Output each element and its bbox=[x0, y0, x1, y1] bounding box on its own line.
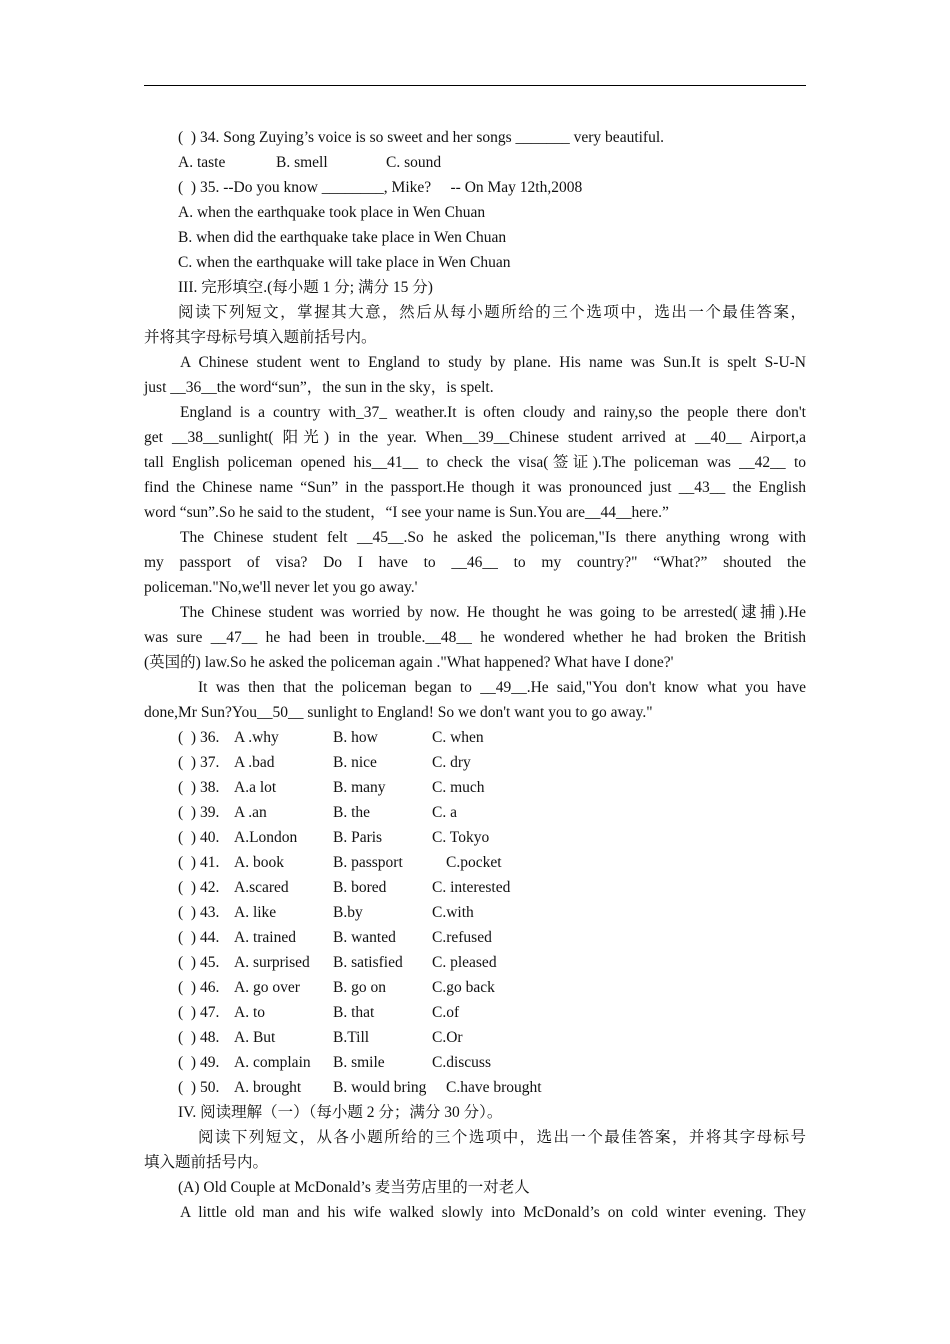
option-b: B. wanted bbox=[333, 929, 396, 946]
question-number: ( ) 46. bbox=[178, 979, 220, 996]
option-b: B. satisfied bbox=[333, 954, 403, 971]
passage-line: A Chinese student went to England to study by plane. His name was Sun.It is spelt S-U-N bbox=[180, 354, 806, 371]
question-number: ( ) 44. bbox=[178, 929, 220, 946]
question-number: ( ) 39. bbox=[178, 804, 220, 821]
cloze-question-row bbox=[144, 850, 806, 875]
option-b: B. smile bbox=[333, 1054, 385, 1071]
question-number: ( ) 47. bbox=[178, 1004, 220, 1021]
section-3-heading: III. 完形填空.(每小题 1 分; 满分 15 分) bbox=[178, 279, 433, 296]
cloze-question-row bbox=[144, 1000, 806, 1025]
passage-line: done,Mr Sun?You__50__ sunlight to England! So we don't want you to go away." bbox=[144, 704, 653, 721]
section-4-heading: IV. 阅读理解（一）（每小题 2 分；满分 30 分）。 bbox=[178, 1104, 503, 1121]
passage-line: just __36__the word“sun”，the sun in the sky，is spelt. bbox=[144, 379, 494, 396]
passage-line: tall English policeman opened his__41__ to check the visa(签证).The policeman was __42__ to bbox=[144, 454, 806, 471]
option-a: A .why bbox=[234, 729, 279, 746]
cloze-question-list bbox=[144, 725, 806, 1100]
question-number: ( ) 36. bbox=[178, 729, 220, 746]
option-b: B. bored bbox=[333, 879, 387, 896]
cloze-question-row bbox=[144, 775, 806, 800]
option-b: B. smell bbox=[276, 154, 328, 171]
cloze-question-row bbox=[144, 725, 806, 750]
passage-line: word “sun”.So he said to the student，“I see your name is Sun.You are__44__here.” bbox=[144, 504, 669, 521]
passage-line: my passport of visa? Do I have to __46__ to my country?" “What?” shouted the bbox=[144, 554, 806, 571]
question-number: ( ) 37. bbox=[178, 754, 220, 771]
option-a: A. surprised bbox=[234, 954, 310, 971]
option-c: C. interested bbox=[432, 879, 511, 896]
question-35-option-a: A. when the earthquake took place in Wen Chuan bbox=[178, 204, 486, 221]
option-a: A. complain bbox=[234, 1054, 311, 1071]
option-c: C.have brought bbox=[446, 1079, 542, 1096]
cloze-question-row bbox=[144, 800, 806, 825]
passage-line: England is a country with_37_ weather.It is often cloudy and rainy,so the people there don't bbox=[180, 404, 806, 421]
cloze-question-row bbox=[144, 1075, 806, 1100]
option-a: A.scared bbox=[234, 879, 289, 896]
passage-a-title: (A) Old Couple at McDonald’s 麦当劳店里的一对老人 bbox=[178, 1179, 530, 1196]
section-4-instruction: 阅读下列短文，从各小题所给的三个选项中，选出一个最佳答案，并将其字母标号 bbox=[198, 1129, 806, 1146]
cloze-question-row bbox=[144, 750, 806, 775]
option-c: C. when bbox=[432, 729, 484, 746]
option-c: C. much bbox=[432, 779, 485, 796]
option-a: A. book bbox=[234, 854, 284, 871]
passage-line: It was then that the policeman began to __49__.He said,"You don't know what you have bbox=[198, 679, 806, 696]
option-c: C. pleased bbox=[432, 954, 497, 971]
passage-line: was sure __47__ he had been in trouble.__48__ he wondered whether he had broken the British bbox=[144, 629, 806, 646]
cloze-question-row bbox=[144, 825, 806, 850]
question-number: ( ) 38. bbox=[178, 779, 220, 796]
section-4-instruction-cont: 填入题前括号内。 bbox=[144, 1154, 269, 1171]
option-c: C. Tokyo bbox=[432, 829, 490, 846]
option-b: B.Till bbox=[333, 1029, 370, 1046]
section-3-instruction-cont: 并将其字母标号填入题前括号内。 bbox=[144, 329, 377, 346]
option-b: B. nice bbox=[333, 754, 377, 771]
question-35-option-c: C. when the earthquake will take place in Wen Chuan bbox=[178, 254, 511, 271]
question-34-options bbox=[144, 150, 806, 175]
option-a: A. taste bbox=[178, 154, 226, 171]
option-b: B. Paris bbox=[333, 829, 383, 846]
option-a: A.London bbox=[234, 829, 298, 846]
cloze-question-row bbox=[144, 875, 806, 900]
option-c: C.refused bbox=[432, 929, 492, 946]
option-c: C. a bbox=[432, 804, 457, 821]
option-a: A. like bbox=[234, 904, 277, 921]
option-a: A .bad bbox=[234, 754, 275, 771]
question-number: ( ) 45. bbox=[178, 954, 220, 971]
option-a: A. brought bbox=[234, 1079, 302, 1096]
cloze-question-row bbox=[144, 1050, 806, 1075]
option-b: B. that bbox=[333, 1004, 375, 1021]
question-number: ( ) 43. bbox=[178, 904, 220, 921]
question-number: ( ) 50. bbox=[178, 1079, 220, 1096]
option-a: A. to bbox=[234, 1004, 265, 1021]
exam-page bbox=[144, 125, 806, 1225]
cloze-passage bbox=[144, 350, 806, 725]
option-b: B. how bbox=[333, 729, 378, 746]
cloze-question-row bbox=[144, 925, 806, 950]
option-a: A. go over bbox=[234, 979, 300, 996]
option-b: B. would bring bbox=[333, 1079, 427, 1096]
passage-a-line: A little old man and his wife walked slowly into McDonald’s on cold winter evening. They bbox=[180, 1204, 806, 1221]
option-c: C.discuss bbox=[432, 1054, 491, 1071]
passage-line: policeman."No,we'll never let you go away.' bbox=[144, 579, 418, 596]
option-c: C.of bbox=[432, 1004, 460, 1021]
option-b: B. go on bbox=[333, 979, 386, 996]
cloze-question-row bbox=[144, 975, 806, 1000]
question-35-stem: ( ) 35. --Do you know ________, Mike? -- On May 12th,2008 bbox=[178, 179, 583, 196]
option-b: B.by bbox=[333, 904, 363, 921]
option-c: C.Or bbox=[432, 1029, 463, 1046]
passage-line: The Chinese student was worried by now. He thought he was going to be arrested(逮捕).He bbox=[180, 604, 806, 621]
cloze-question-row bbox=[144, 1025, 806, 1050]
question-number: ( ) 40. bbox=[178, 829, 220, 846]
passage-line: find the Chinese name “Sun” in the passport.He though it was pronounced just __43__ the English bbox=[144, 479, 806, 496]
option-c: C.pocket bbox=[446, 854, 502, 871]
option-a: A .an bbox=[234, 804, 267, 821]
question-35-option-b: B. when did the earthquake take place in Wen Chuan bbox=[178, 229, 507, 246]
option-c: C.with bbox=[432, 904, 474, 921]
option-a: A.a lot bbox=[234, 779, 277, 796]
question-number: ( ) 48. bbox=[178, 1029, 220, 1046]
option-a: A. trained bbox=[234, 929, 296, 946]
option-c: C.go back bbox=[432, 979, 495, 996]
passage-line: get __38__sunlight( 阳光) in the year. When__39__Chinese student arrived at __40__ Airport,a bbox=[144, 429, 806, 446]
cloze-question-row bbox=[144, 950, 806, 975]
question-34-stem: ( ) 34. Song Zuying’s voice is so sweet and her songs _______ very beautiful. bbox=[178, 129, 665, 146]
header-rule bbox=[144, 85, 806, 86]
passage-line: The Chinese student felt __45__.So he asked the policeman,"Is there anything wrong with bbox=[180, 529, 806, 546]
question-number: ( ) 41. bbox=[178, 854, 220, 871]
question-number: ( ) 49. bbox=[178, 1054, 220, 1071]
option-c: C. dry bbox=[432, 754, 471, 771]
option-c: C. sound bbox=[386, 154, 442, 171]
question-number: ( ) 42. bbox=[178, 879, 220, 896]
option-b: B. the bbox=[333, 804, 371, 821]
option-b: B. passport bbox=[333, 854, 403, 871]
passage-line: (英国的) law.So he asked the policeman again ."What happened? What have I done?' bbox=[144, 654, 674, 671]
option-b: B. many bbox=[333, 779, 386, 796]
section-3-instruction: 阅读下列短文，掌握其大意，然后从每小题所给的三个选项中，选出一个最佳答案， bbox=[178, 304, 806, 321]
option-a: A. But bbox=[234, 1029, 276, 1046]
cloze-question-row bbox=[144, 900, 806, 925]
